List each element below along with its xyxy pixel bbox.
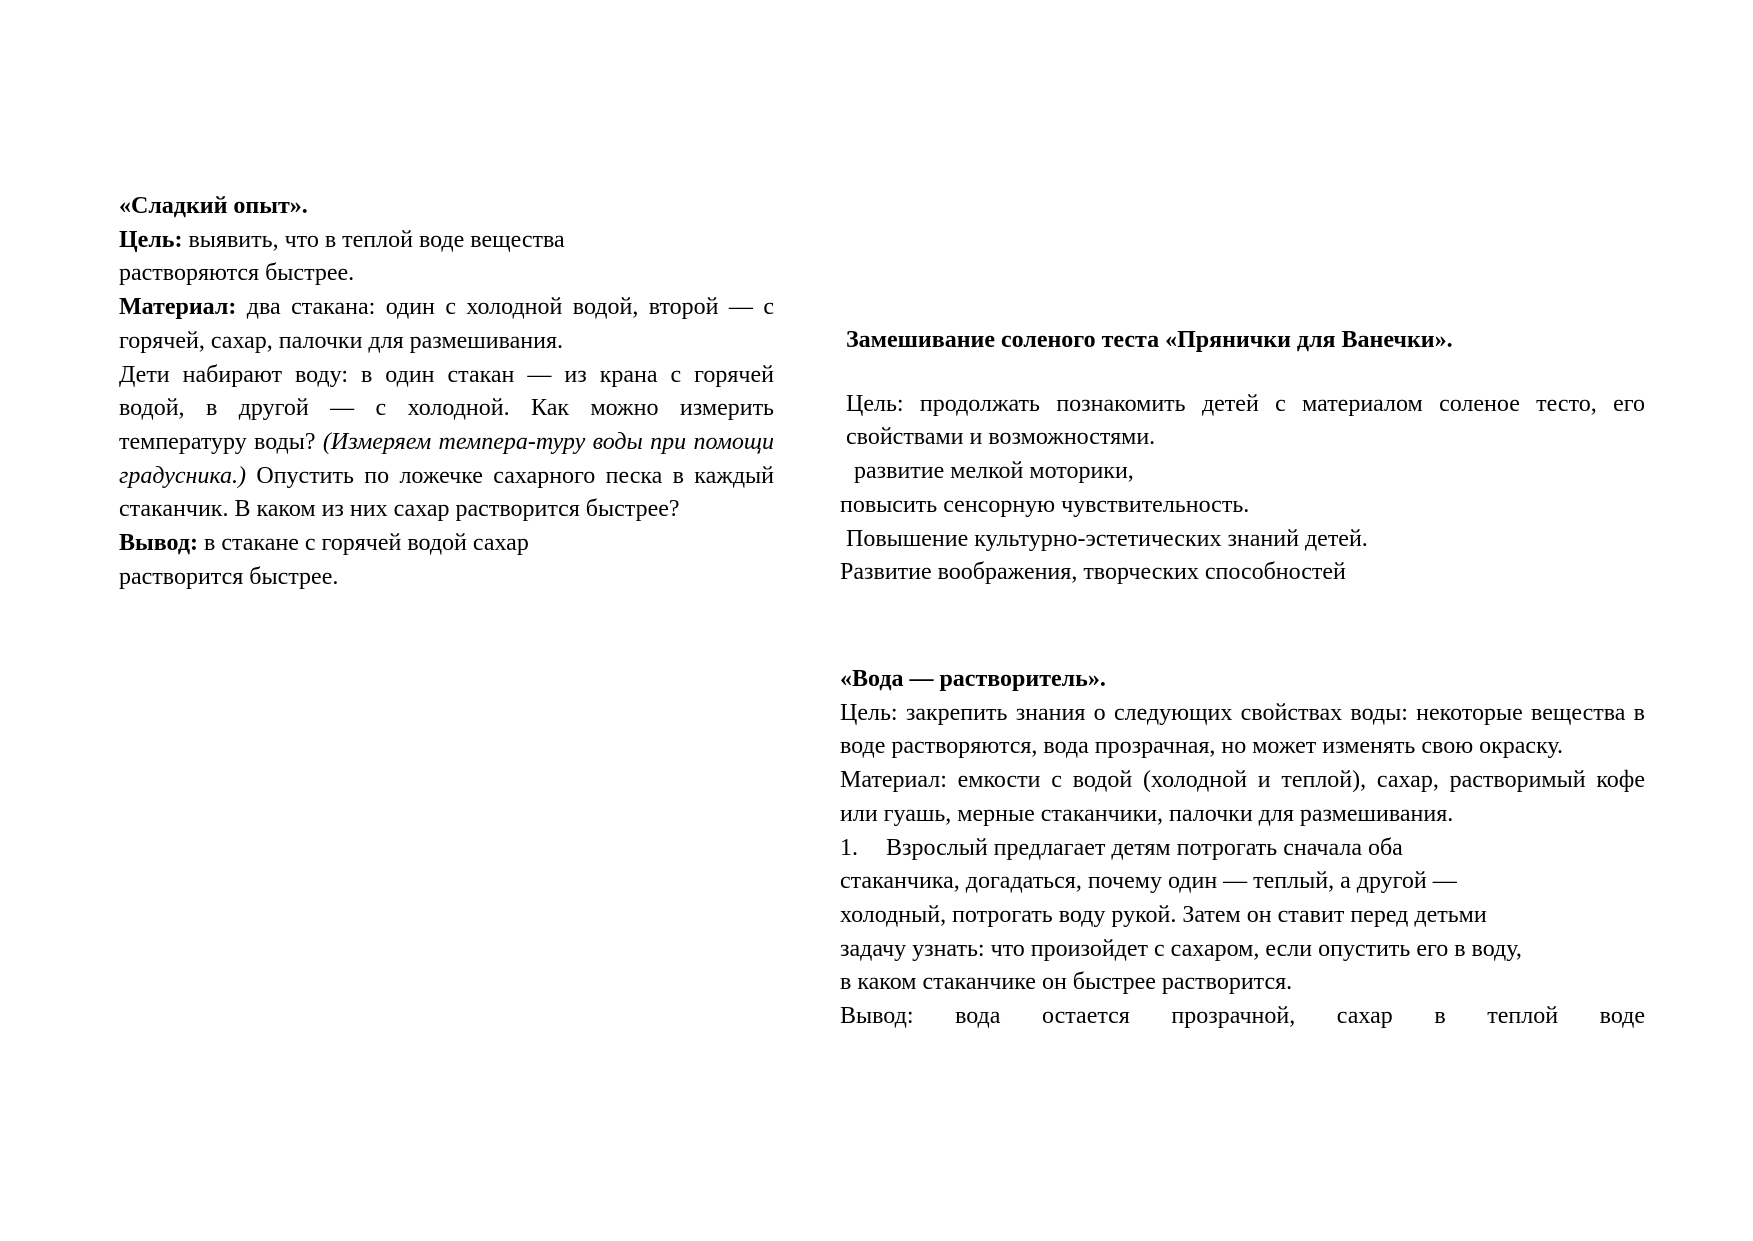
procedure-paragraph [119, 359, 774, 528]
material-paragraph [119, 291, 774, 358]
water-procedure-line5: в каком стаканчике он быстрее растворится. [840, 969, 1293, 996]
dough-skill-line1: развитие мелкой моторики, [854, 458, 1134, 485]
left-column [119, 190, 774, 594]
water-goal-paragraph: Цель: закрепить знания о следующих свойствах воды: некоторые вещества в воде растворяются, вода прозрачная, но может изменять свою окраску. [840, 699, 1645, 760]
goal-label: Цель: [119, 226, 183, 253]
water-procedure-line4: задачу узнать: что произойдет с сахаром, если опустить его в воду, [840, 935, 1522, 962]
water-procedure-line3: холодный, потрогать воду рукой. Затем он ставит перед детьми [840, 901, 1487, 928]
water-material-paragraph: Материал: емкости с водой (холодной и теплой), сахар, растворимый кофе или гуашь, мерные стаканчики, палочки для размешивания. [840, 767, 1645, 827]
dough-activity-title: Замешивание соленого теста «Прянички для Ванечки». [846, 327, 1453, 353]
material-label: Материал: [119, 294, 237, 321]
procedure-text-after: Опустить по ложечке сахарного песка в каждый стаканчик. В каком из них сахар растворится быстрее? [119, 462, 774, 523]
goal-text-line2: растворяются быстрее. [119, 260, 355, 287]
water-solvent-title: «Вода — растворитель». [840, 666, 1106, 692]
water-solvent-block [840, 663, 1645, 1034]
conclusion-label: Вывод: [119, 530, 198, 557]
water-procedure-item [840, 832, 1645, 1001]
goal-paragraph [119, 224, 774, 291]
water-procedure-line1 [840, 832, 1645, 866]
conclusion-text-line2: растворится быстрее. [119, 563, 339, 590]
conclusion-text-line1: в стакане с горячей водой сахар [203, 530, 529, 557]
goal-text-line1: выявить, что в теплой воде вещества [188, 226, 565, 253]
dough-goal-paragraph: Цель: продолжать познакомить детей с материалом соленое тесто, его свойствами и возможностями. [846, 390, 1645, 451]
dough-skill-line3: Повышение культурно-эстетических знаний детей. [846, 525, 1368, 552]
material-text: два стакана: один с холодной водой, второй — с горячей, сахар, палочки для размешивания. [119, 294, 775, 354]
experiment-title-sweet: «Сладкий опыт». [119, 193, 308, 219]
dough-activity-block [840, 324, 1645, 590]
conclusion-paragraph [119, 527, 774, 594]
dough-skill-line4: Развитие воображения, творческих способностей [840, 559, 1346, 586]
water-procedure-line2: стаканчика, догадаться, почему один — теплый, а другой — [840, 868, 1457, 895]
dough-skill-line2: повысить сенсорную чувствительность. [840, 491, 1250, 518]
procedure-italic-note: (Измеряем темпера-туру воды при помощи градусника.) [119, 428, 774, 489]
title-spacer [840, 358, 1645, 388]
list-number: 1. [840, 834, 858, 861]
water-procedure-text1: Взрослый предлагает детям потрогать сначала оба [886, 834, 1403, 861]
water-conclusion-paragraph: Вывод: вода остается прозрачной, сахар в теплой воде [840, 1003, 1645, 1030]
procedure-text-before: Дети набирают воду: в один стакан — из крана с горячей водой, в другой — с холодной. Как можно измерить температуру воды? [119, 361, 774, 455]
